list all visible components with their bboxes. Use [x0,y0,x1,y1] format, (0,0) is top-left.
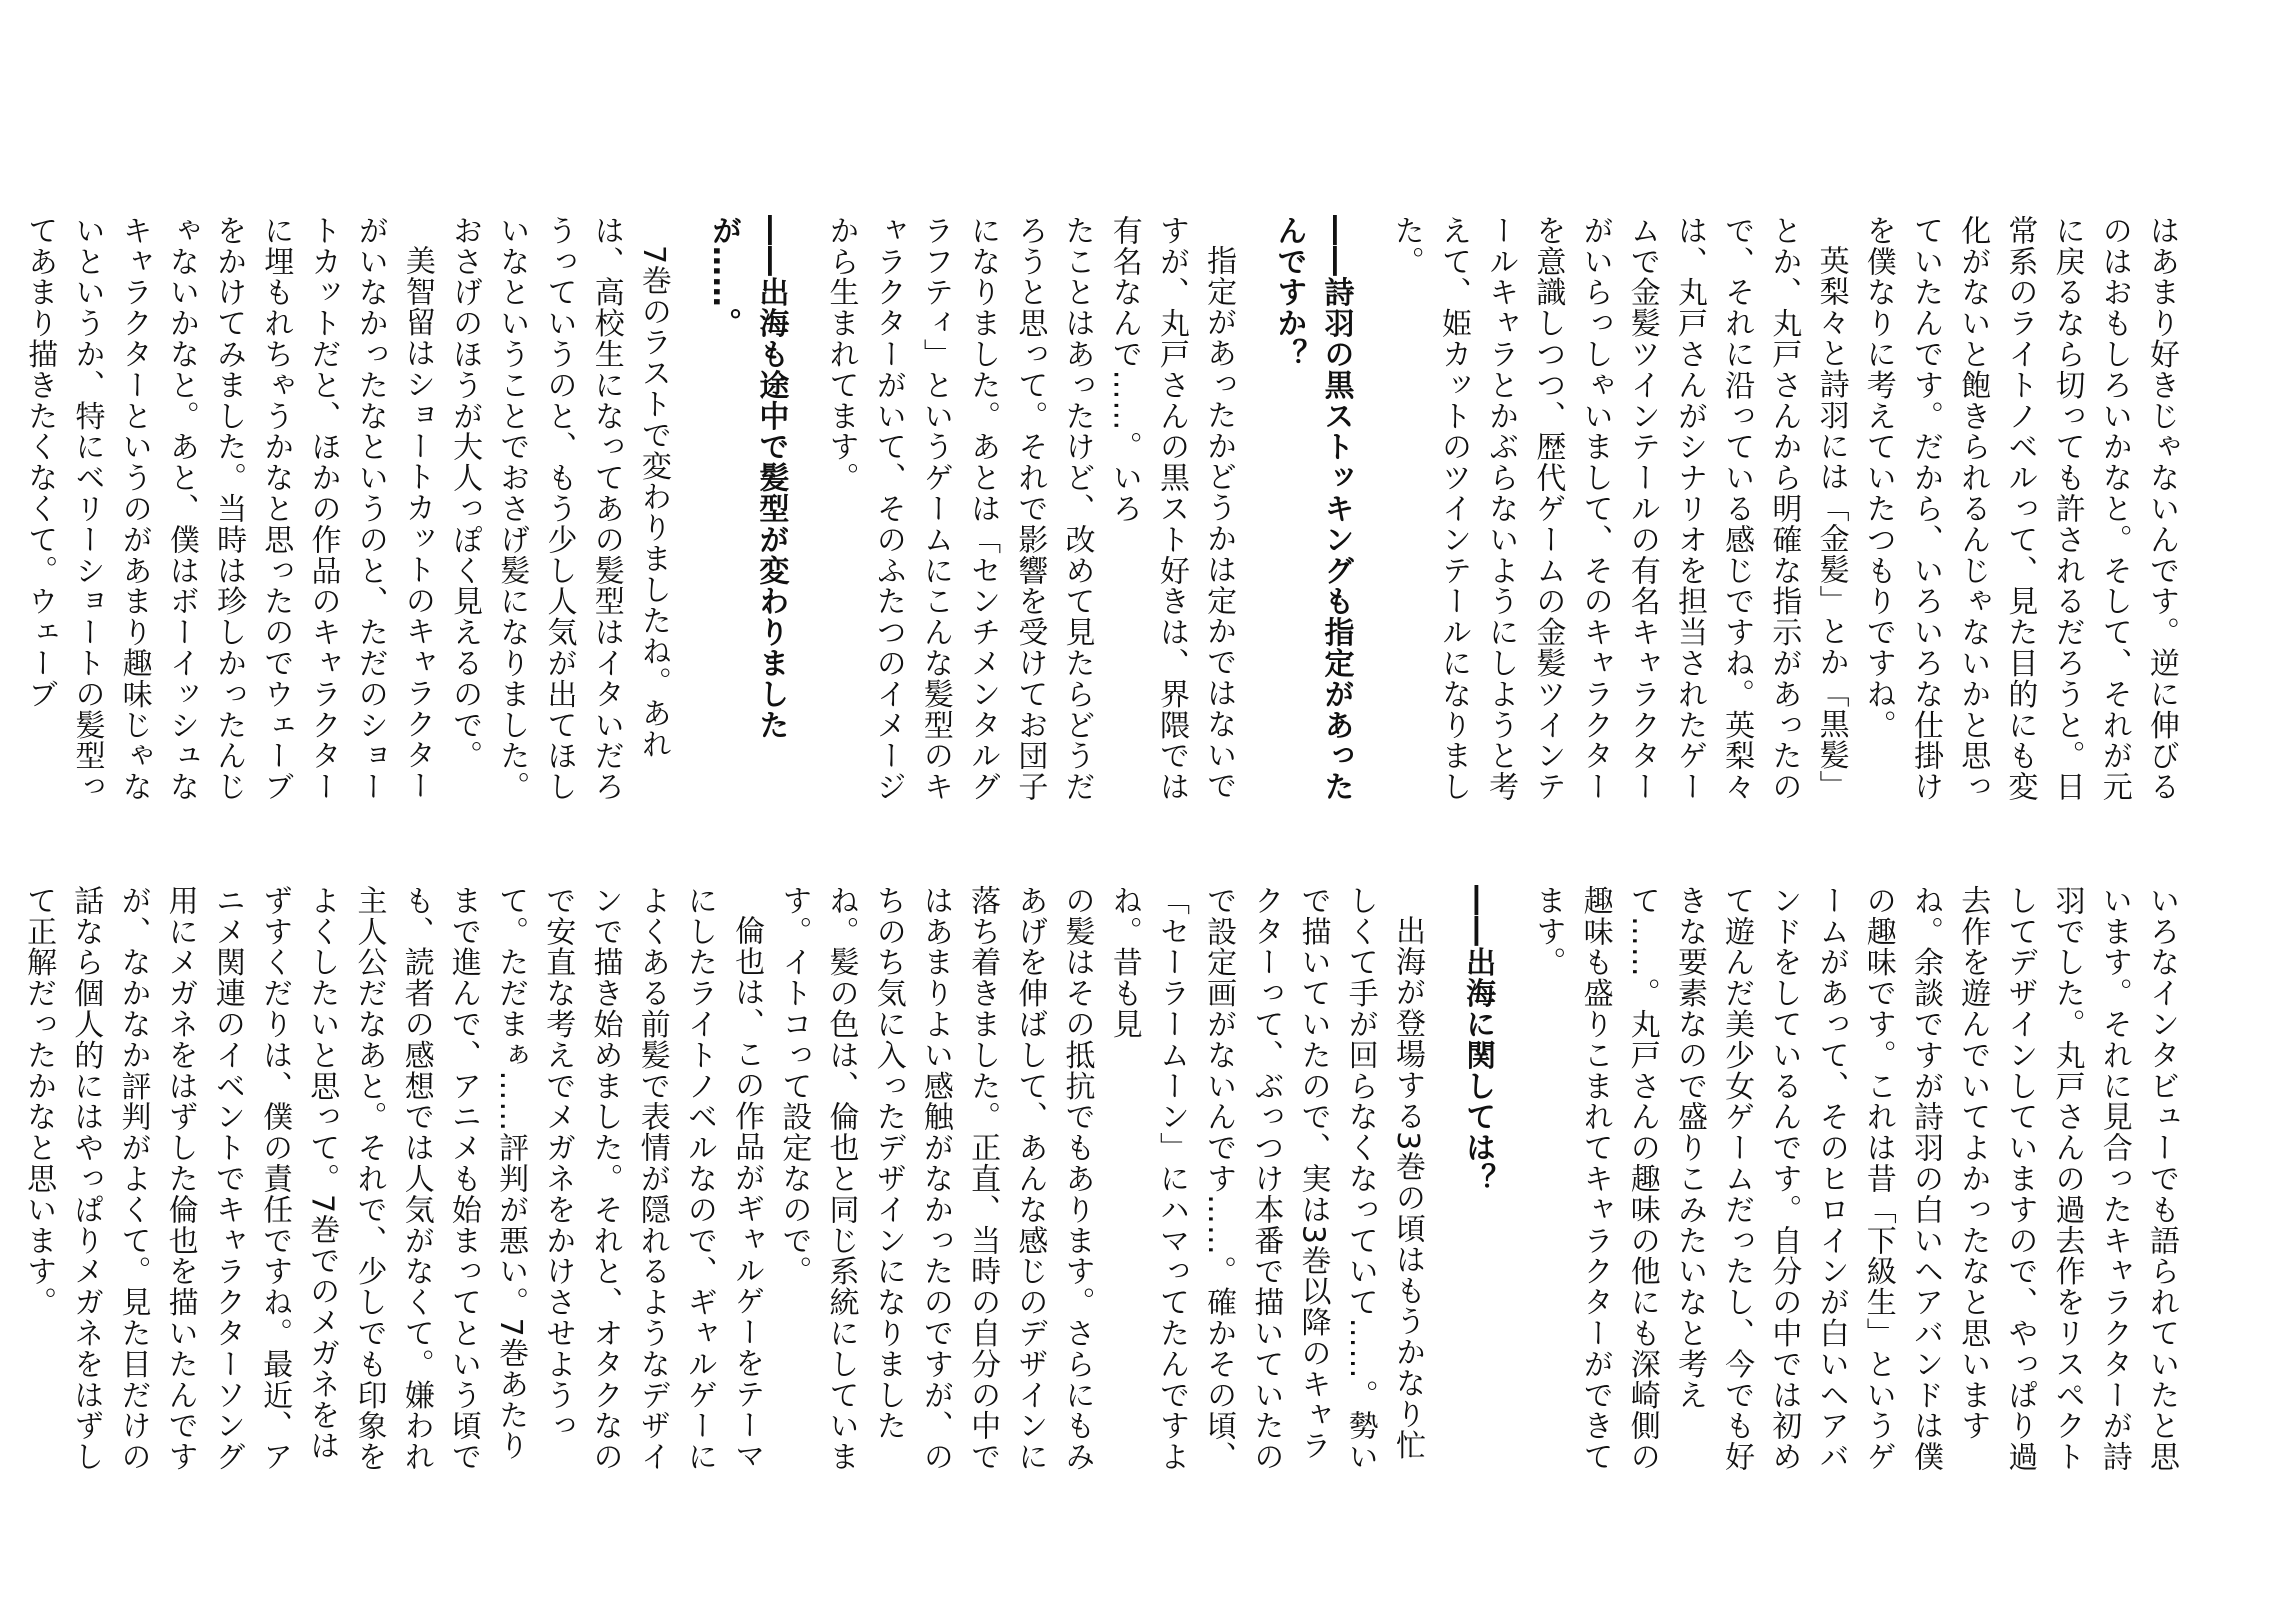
paragraph: 美智留はショートカットのキャラクターがいなかったなというのと、ただのショートカットだと、ほかの作品のキャラクターに埋もれちゃうかなと思ったのでウェーブをかけてみました。当時は珍しかったんじゃないかなと。あと、僕はボーイッシュなキャラクターというのがあまり趣味じゃないというか、特にベリーショートの髪型ってあまり描きたくなくて。ウェーブ [22,215,435,803]
interview-question-heading: ――出海も途中で髪型が変わりましたが……。 [706,215,789,741]
paragraph: 指定があったかどうかは定かではないですが、丸戸さんの黒スト好きは、界隈では有名なんで……。いろ [1106,215,1237,803]
upper-text-block [22,215,2185,805]
interview-question-heading: ――出海に関しては？ [1460,885,1496,1194]
lower-text-block [21,885,2185,1475]
paragraph: たことはあったけど、改めて見たらどうだろうと思って。それで影響を受けてお団子になりました。あとは「センチメンタルグラフティ」というゲームにこんな髪型のキャラクターがいて、そのふたつのイメージから生まれてます。 [823,215,1095,803]
paragraph: 7巻のラストで変わりましたね。あれは、高校生になってあの髪型はイタいだろうっていうのと、もう少し人気が出てほしいなということでおさげ髪になりました。おさげのほうが大人っぽく見えるので。 [447,215,671,803]
interview-question-heading: ――詩羽の黒ストッキングも指定があったんですか？ [1271,215,1354,803]
paragraph: の髪はその抵抗でもあります。さらにもみあげを伸ばして、あんな感じのデザインに落ち着きました。正直、当時の自分の中ではあまりよい感触がなかったのですが、のちのち気に入ったデザインになりましたね。髪の色は、倫也と同じ系統にしています。イトコって設定なので。 [776,885,1095,1473]
paragraph: 倫也は、この作品がギャルゲーをテーマにしたライトノベルなので、ギャルゲーによくある前髪で表情が隠れるようなデザインで描き始めました。それと、オタクなので安直な考えでメガネをかけさせようって。ただまぁ……評判が悪い。7巻あたりまで進んで、アニメも始まってという頃でも、読者の感想では人気がなくて。嫌われ主人公だなあと。それで、少しでも印象をよくしたいと思って。7巻でのメガネをはずすくだりは、僕の責任ですね。最近、アニメ関連のイベントでキャラクターソング用にメガネをはずした倫也を描いたんですが、なかなか評判がよくて。見た目だけの話なら個人的にはやっぱりメガネをはずして正解だったかなと思います。 [21,885,765,1473]
paragraph: 出海が登場する3巻の頃はもうかなり忙しくて手が回らなくなっていて……。勢いで描いていたので、実は3巻以降のキャラクターって、ぶっつけ本番で描いていたので設定画がないんです……。確かその頃、「セーラームーン」にハマってたんですよね。昔も見 [1106,885,1425,1473]
paragraph: 英梨々と詩羽には「金髪」とか「黒髪」とか、丸戸さんから明確な指示があったので、それに沿っている感じですね。英梨々は、丸戸さんがシナリオを担当されたゲームで金髪ツインテールの有名キャラクターがいらっしゃいまして、そのキャラクターを意識しつつ、歴代ゲームの金髪ツインテールキャラとかぶらないようにしようと考えて、姫カットのツインテールになりました。 [1388,215,1849,803]
paragraph: はあまり好きじゃないんです。逆に伸びるのはおもしろいかなと。そして、それが元に戻るなら切っても許されるだろうと。日常系のライトノベルって、見た目的にも変化がないと飽きられるんじゃないかと思っていたんです。だから、いろいろな仕掛けを僕なりに考えていたつもりですね。 [1860,215,2179,803]
paragraph: いろなインタビューでも語られていたと思います。それに見合ったキャラクターが詩羽でした。丸戸さんの過去作をリスペクトしてデザインしていますので、やっぱり過去作を遊んでいてよかったなと思いますね。余談ですが詩羽の白いヘアバンドは僕の趣味です。これは昔「下級生」というゲームがあって、そのヒロインが白いヘアバンドをしているんです。自分の中では初めて遊んだ美少女ゲームだったし、今でも好きな要素なので盛りこみたいなと考えて……。丸戸さんの趣味の他にも深崎側の趣味も盛りこまれてキャラクターができてます。 [1530,885,2179,1473]
